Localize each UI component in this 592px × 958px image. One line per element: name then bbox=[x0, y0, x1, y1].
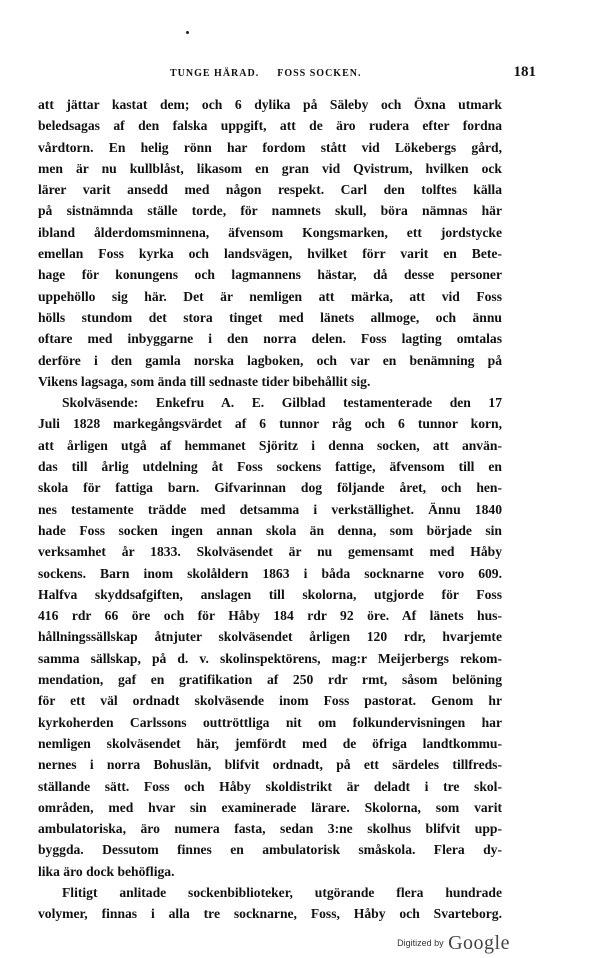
running-head-right: FOSS SOCKEN. bbox=[277, 68, 362, 79]
text-line: områden, med hvar sin examinerade lärare. Skolorna, som varit bbox=[38, 799, 502, 815]
text-line: beledsagas af den falska uppgift, att de äro rudera efter fordna bbox=[38, 118, 502, 134]
text-line: kyrkoherden Carlssons outtröttliga nit om folkundervisningen har bbox=[38, 714, 502, 730]
page-number: 181 bbox=[513, 64, 536, 80]
text-line: hage för konungens och lagmannens hästar, då desse personer bbox=[38, 267, 502, 283]
text-line: verksamhet år 1833. Skolväsendet är nu gemensamt med Håby bbox=[38, 544, 502, 560]
text-line: att årligen utgå af hemmanet Sjöritz i denna socken, att använ- bbox=[38, 437, 502, 453]
text-line: byggda. Dessutom finnes en ambulatorisk småskola. Flera dy- bbox=[38, 842, 502, 858]
text-line: 416 rdr 66 öre och för Håby 184 rdr 92 öre. Af länets hus- bbox=[38, 608, 502, 624]
text-line: volymer, finnas i alla tre socknarne, Foss, Håby och Svarteborg. bbox=[38, 906, 502, 922]
text-line: sockens. Barn inom skolåldern 1863 i båda socknarne voro 609. bbox=[38, 565, 502, 581]
digitized-by-label: Digitized by bbox=[397, 938, 444, 948]
text-line: ibland ålderdomsminnena, äfvensom Kongsmarken, ett jordstycke bbox=[38, 224, 502, 240]
text-line: att jättar kastat dem; och 6 dylika på Säleby och Öxna utmark bbox=[38, 97, 502, 112]
text-line: på sistnämnda ställe torde, för namnets skull, böra nämnas här bbox=[38, 203, 502, 219]
text-line: samma sällskap, på d. v. skolinspektörens, mag:r Meijerbergs rekom- bbox=[38, 650, 502, 666]
text-line: nemligen skolväsendet här, jemfördt med de öfriga landtkommu- bbox=[38, 735, 502, 751]
text-line: ambulatoriska, äro numera fasta, sedan 3:ne skolhus blifvit upp- bbox=[38, 821, 502, 837]
text-line: men är nu kullblåst, likasom en gran vid Qvistrum, hvilken ock bbox=[38, 160, 502, 176]
text-line: derföre i den gamla norska lagboken, och var en benämning på bbox=[38, 352, 502, 368]
text-line: Skolväsende: Enkefru A. E. Gilblad testamenterade den 17 bbox=[62, 395, 502, 411]
text-line: hållningssällskap åtnjuter skolväsendet årligen 120 rdr, hvarjemte bbox=[38, 629, 502, 645]
text-line: oftare med inbyggarne i den norra delen. Foss lagting omtalas bbox=[38, 331, 502, 347]
running-header bbox=[38, 64, 554, 86]
text-line: Juli 1828 markegångsvärdet af 6 tunnor råg och 6 tunnor korn, bbox=[38, 416, 502, 432]
text-line: Flitigt anlitade sockenbiblioteker, utgörande flera hundrade bbox=[62, 884, 502, 900]
running-head-left: TUNGE HÄRAD. bbox=[170, 68, 260, 79]
text-line: ställande sätt. Foss och Håby skoldistrikt är deladt i tre skol- bbox=[38, 778, 502, 794]
digitization-credit bbox=[397, 932, 510, 955]
text-line: das till årlig utdelning åt Foss sockens fattige, äfvensom till en bbox=[38, 459, 502, 475]
text-line: emellan Foss kyrka och landsvägen, hvilket förr varit en Bete- bbox=[38, 246, 502, 262]
ink-speck bbox=[186, 31, 189, 34]
text-line: lärer varit ansedd med någon respekt. Carl den tolftes källa bbox=[38, 182, 502, 198]
text-line: skola för fattiga barn. Gifvarinnan dog följande året, och hen- bbox=[38, 480, 502, 496]
text-line: hade Foss socken ingen annan skola än denna, som började sin bbox=[38, 522, 502, 538]
text-line: nernes i norra Bohuslän, blifvit ordnadt, på ett särdeles tillfreds- bbox=[38, 757, 502, 773]
text-line: lika äro dock behöfliga. bbox=[38, 863, 175, 879]
text-line: vårdtorn. En helig rönn har fordom stått vid Lökebergs gård, bbox=[38, 139, 502, 155]
text-line: hölls stundom det stora tinget med länets allmoge, och ännu bbox=[38, 309, 502, 325]
text-line: mendation, gaf en gratifikation af 250 rdr rmt, såsom belöning bbox=[38, 672, 502, 688]
text-line: nes testamente trädde med detsamma i verkställighet. Ännu 1840 bbox=[38, 501, 502, 517]
text-line: uppehöllo sig här. Det är nemligen att märka, att vid Foss bbox=[38, 288, 502, 304]
text-line: för ett väl ordnadt skolväsende inom Foss pastorat. Genom hr bbox=[38, 693, 502, 709]
text-line: Vikens lagsaga, som ända till sednaste tider bibehållit sig. bbox=[38, 373, 371, 389]
body-text bbox=[38, 94, 502, 925]
google-logo: Google bbox=[448, 932, 510, 954]
running-head-title bbox=[170, 68, 361, 79]
text-line: Halfva skyddsafgiften, anslagen till skolorna, utgjorde för Foss bbox=[38, 586, 502, 602]
